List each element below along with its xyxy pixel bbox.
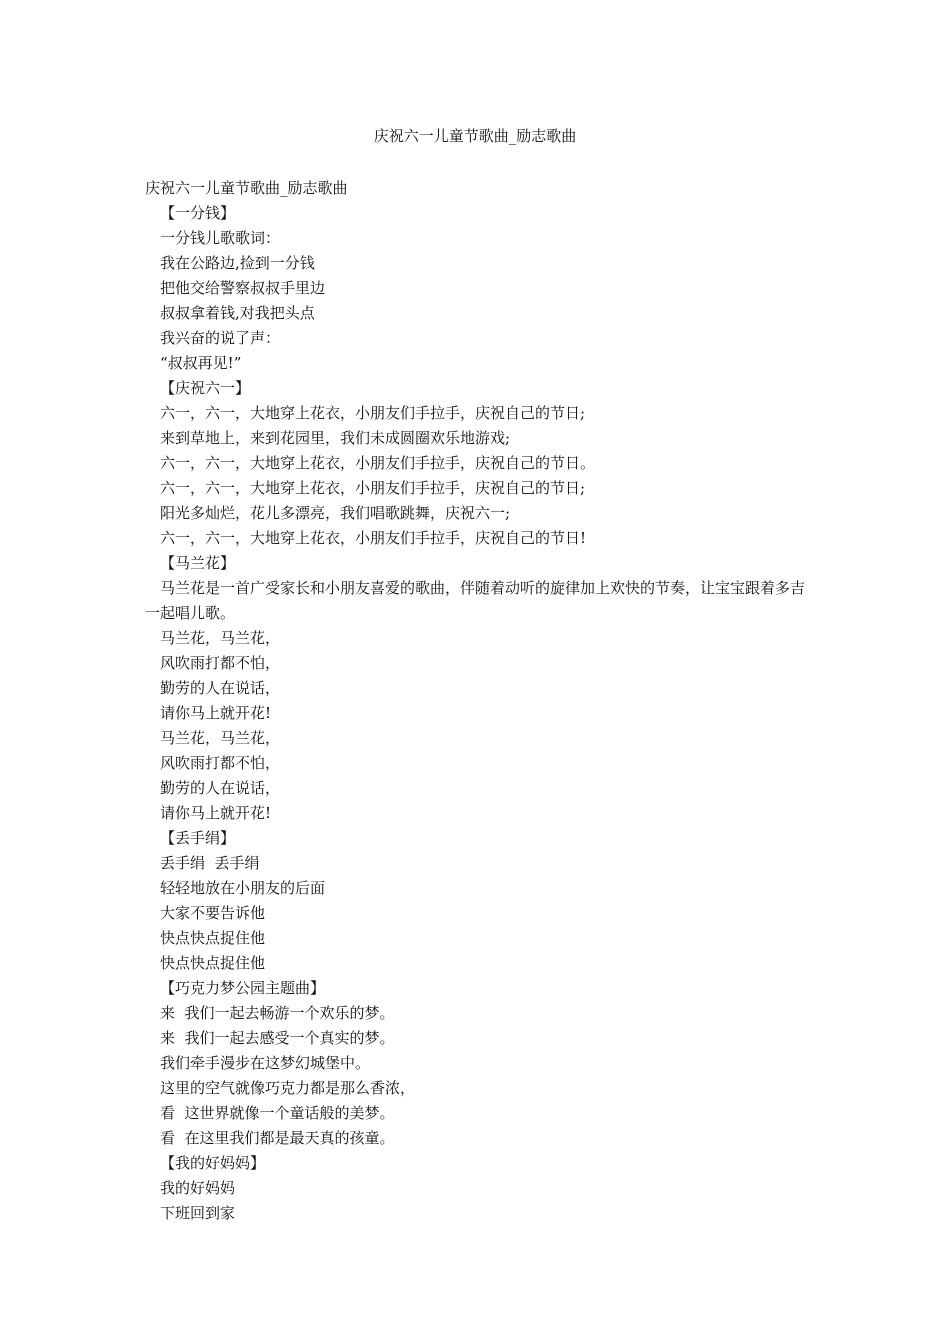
text-line: 【巧克力梦公园主题曲】 [160, 979, 326, 997]
text-line: 请你马上就开花! [160, 704, 272, 722]
text-line: 马兰花，马兰花， [160, 729, 281, 747]
document-body [145, 176, 805, 1226]
text-line: 叔叔拿着钱,对我把头点 [160, 304, 315, 322]
text-line: 这里的空气就像巧克力都是那么香浓， [160, 1079, 416, 1097]
text-line: 我的好妈妈 [160, 1179, 236, 1197]
text-line: 【一分钱】 [160, 204, 236, 222]
text-line: 下班回到家 [160, 1204, 236, 1222]
malanhua-intro-paragraph: 马兰花是一首广受家长和小朋友喜爱的歌曲，伴随着动听的旋律加上欢快的节奏，让宝宝跟着多吉一起唱儿歌。 [145, 579, 806, 622]
text-line: 【马兰花】 [160, 554, 236, 572]
text-line: 六一，六一，大地穿上花衣，小朋友们手拉手，庆祝自己的节日; [160, 479, 586, 497]
text-line: 【丢手绢】 [160, 829, 236, 847]
text-line: 阳光多灿烂，花儿多漂亮，我们唱歌跳舞，庆祝六一; [160, 504, 511, 522]
text-line: 来到草地上，来到花园里，我们未成圆圈欢乐地游戏; [160, 429, 511, 447]
text-line: 勤劳的人在说话， [160, 779, 281, 797]
text-line: 我兴奋的说了声： [160, 329, 281, 347]
text-line: 轻轻地放在小朋友的后面 [160, 879, 326, 897]
text-line: 马兰花，马兰花， [160, 629, 281, 647]
text-line: 勤劳的人在说话， [160, 679, 281, 697]
text-line: 风吹雨打都不怕， [160, 754, 281, 772]
text-line: 看 在这里我们都是最天真的孩童。 [160, 1129, 395, 1147]
text-line: 六一，六一，大地穿上花衣，小朋友们手拉手，庆祝自己的节日。 [160, 454, 596, 472]
text-line: 请你马上就开花! [160, 804, 272, 822]
text-line: 来 我们一起去畅游一个欢乐的梦。 [160, 1004, 395, 1022]
text-line: 大家不要告诉他 [160, 904, 266, 922]
text-line: 【庆祝六一】 [160, 379, 251, 397]
text-line: 丢手绢 丢手绢 [160, 854, 260, 872]
text-line: “叔叔再见!” [160, 354, 242, 372]
text-line: 快点快点捉住他 [160, 929, 266, 947]
text-line: 我在公路边,捡到一分钱 [160, 254, 315, 272]
text-line: 六一，六一，大地穿上花衣，小朋友们手拉手，庆祝自己的节日! [160, 529, 587, 547]
document-heading: 庆祝六一儿童节歌曲_励志歌曲 [145, 179, 348, 197]
document-title: 庆祝六一儿童节歌曲_励志歌曲 [373, 127, 577, 145]
text-line: 六一，六一，大地穿上花衣，小朋友们手拉手，庆祝自己的节日; [160, 404, 586, 422]
text-line: 【我的好妈妈】 [160, 1154, 266, 1172]
text-line: 我们牵手漫步在这梦幻城堡中。 [160, 1054, 371, 1072]
text-line: 把他交给警察叔叔手里边 [160, 279, 326, 297]
text-line: 来 我们一起去感受一个真实的梦。 [160, 1029, 395, 1047]
text-line: 看 这世界就像一个童话般的美梦。 [160, 1104, 395, 1122]
text-line: 一分钱儿歌歌词： [160, 229, 281, 247]
text-line: 快点快点捉住他 [160, 954, 266, 972]
text-line: 风吹雨打都不怕， [160, 654, 281, 672]
